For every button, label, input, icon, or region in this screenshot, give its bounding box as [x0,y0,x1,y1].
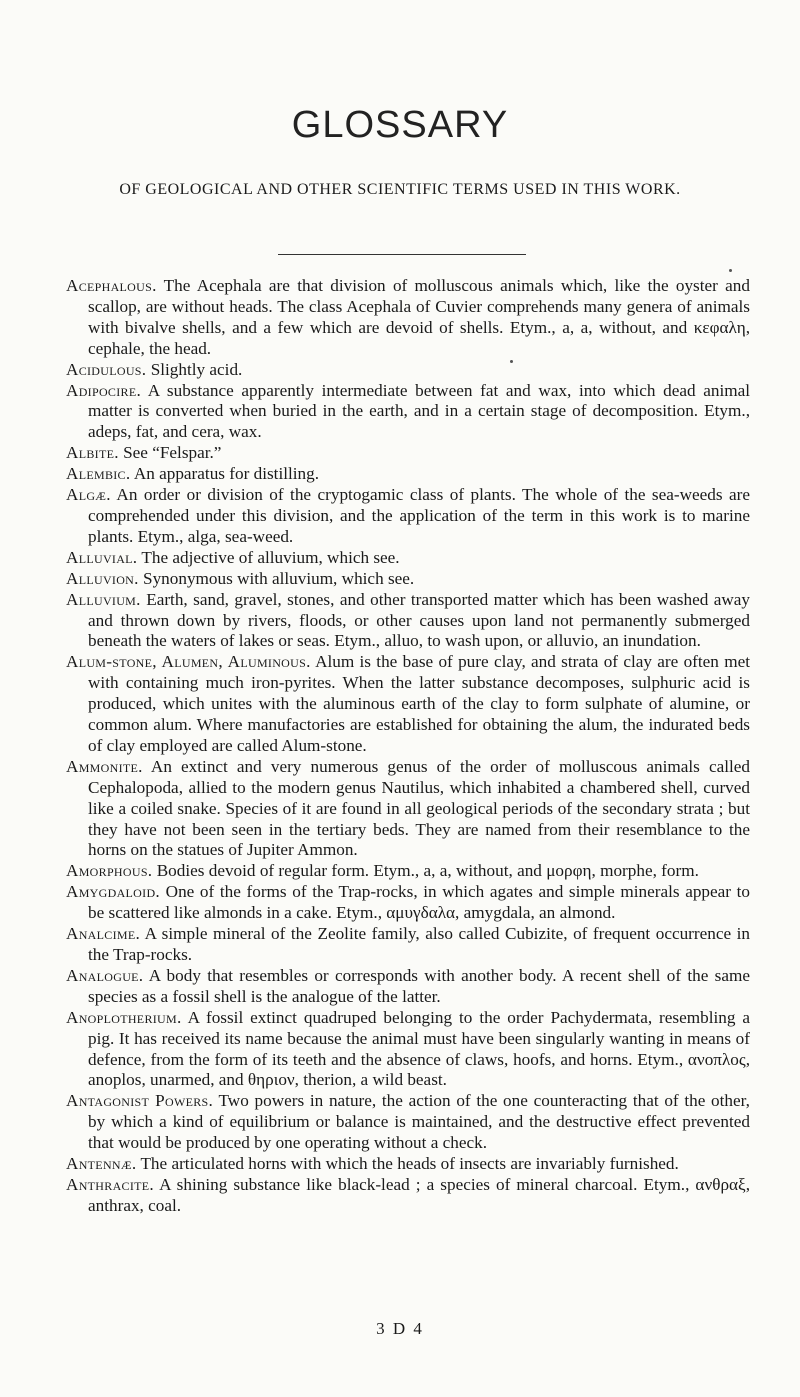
entry-definition: The adjective of alluvium, which see. [141,547,400,567]
glossary-entry [66,757,750,862]
entry-term: Alum-stone, Alumen, Aluminous. [66,652,311,672]
entry-term: Amorphous. [66,861,153,881]
glossary-entry [66,569,750,590]
glossary-entry [66,1008,750,1092]
entry-term: Antennæ. [66,1154,137,1174]
entry-term: Analogue. [66,965,144,985]
glossary-entry [66,1175,750,1217]
entry-term: Alluvial. [66,547,138,567]
entry-definition: A substance apparently intermediate between fat and wax, into which dead animal matter is converted when buried in the earth, and in a certain stage of decomposition. Etym., adeps, fat, and cera, wax. [88,380,750,442]
entry-definition: The Acephala are that division of molluscous animals which, like the oyster and scallop, are without heads. The class Acephala of Cuvier comprehends many genera of animals with bivalve shells, and a few which are devoid of shells. Etym., a, a, without, and κεφαλη, cephale, the head. [88,276,750,358]
entry-term: Antagonist Powers. [66,1091,214,1111]
entry-definition: The articulated horns with which the heads of insects are invariably furnished. [140,1154,679,1174]
entry-term: Alluvion. [66,568,139,588]
entry-term: Amygdaloid. [66,882,161,902]
title-rule [278,254,526,255]
entry-term: Anthracite. [66,1174,155,1194]
entry-definition: An apparatus for distilling. [133,464,320,484]
entry-term: Algæ. [66,485,111,505]
entry-term: Albite. [66,443,119,463]
glossary-entry [66,276,750,360]
glossary-entries [66,276,750,1217]
entry-definition: A shining substance like black-lead ; a species of mineral charcoal. Etym., ανθραξ, anthrax, coal. [88,1174,750,1215]
entry-definition: Bodies devoid of regular form. Etym., a, a, without, and μορφη, morphe, form. [156,861,699,881]
entry-definition: An extinct and very numerous genus of the order of molluscous animals called Cephalopoda, allied to the modern genus Nautilus, which inhabited a chambered shell, curved like a coiled snake. Species of it are found in all geological periods of the secondary strata ; but they have not been seen in the tertiary beds. They are named from their resemblance to the horns on the statues of Jupiter Ammon. [88,756,750,860]
entry-term: Adipocire. [66,380,142,400]
glossary-entry [66,861,750,882]
entry-term: Acidulous. [66,359,147,379]
glossary-entry [66,360,750,381]
entry-term: Anoplotherium. [66,1007,182,1027]
entry-definition: One of the forms of the Trap-rocks, in which agates and simple minerals appear to be scattered like almonds in a cake. Etym., αμυγδαλα, amygdala, an almond. [88,882,751,923]
glossary-entry [66,381,750,444]
entry-definition: A simple mineral of the Zeolite family, also called Cubizite, of frequent occurrence in the Trap-rocks. [88,924,750,964]
entry-term: Ammonite. [66,756,143,776]
entry-definition: An order or division of the cryptogamic class of plants. The whole of the sea-weeds are comprehended under this division, and the application of the term in this work is to marine plants. Etym., alga, sea-weed. [88,485,751,546]
glossary-entry [66,966,750,1008]
glossary-entry [66,652,750,757]
glossary-entry [66,1091,750,1154]
entry-definition: A fossil extinct quadruped belonging to the order Pachydermata, resembling a pig. It has received its name because the animal must have been singularly wanting in means of defence, from the form of its teeth and the absence of claws, hoofs, and horns. Etym., ανοπλος, anoplos, unarmed, and θηριον, therion, a wild beast. [88,1007,750,1090]
entry-definition: Synonymous with alluvium, which see. [143,568,415,588]
page-subtitle: OF GEOLOGICAL AND OTHER SCIENTIFIC TERMS USED IN THIS WORK. [119,181,681,198]
glossary-entry [66,1154,750,1175]
entry-term: Analcime. [66,924,141,944]
entry-definition: Two powers in nature, the action of the one counteracting that of the other, by which a kind of equilibrium or balance is maintained, and the destructive effect prevented that would be produced by one operating without a check. [88,1091,750,1153]
glossary-entry [66,485,750,548]
page-title: GLOSSARY [291,104,509,146]
glossary-entry [66,464,750,485]
entry-definition: Alum is the base of pure clay, and strata of clay are often met with containing much iron-pyrites. When the latter substance decomposes, sulphuric acid is produced, which unites with the aluminous earth of the clay to form sulphate of alumine, or common alum. Where manufactories are established for obtaining the alum, the indurated beds of clay employed are called Alum-stone. [88,652,750,755]
entry-definition: Slightly acid. [150,359,243,379]
entry-definition: A body that resembles or corresponds with another body. A recent shell of the same species as a fossil shell is the analogue of the latter. [88,965,750,1006]
glossary-entry [66,548,750,569]
entry-term: Alluvium. [66,589,141,609]
glossary-entry [66,443,750,464]
print-speck [729,269,732,272]
entry-definition: See “Felspar.” [123,443,222,463]
entry-term: Acephalous. [66,276,157,295]
entry-definition: Earth, sand, gravel, stones, and other transported matter which has been washed away and thrown down by rivers, floods, or other causes upon land not permanently submerged beneath the waters of lakes or seas. Etym., alluo, to wash upon, or alluvio, an inundation. [88,589,751,651]
entry-term: Alembic. [66,464,131,484]
signature-mark: 3 D 4 [376,1319,424,1338]
glossary-entry [66,882,750,924]
glossary-entry [66,590,750,653]
glossary-entry [66,924,750,966]
